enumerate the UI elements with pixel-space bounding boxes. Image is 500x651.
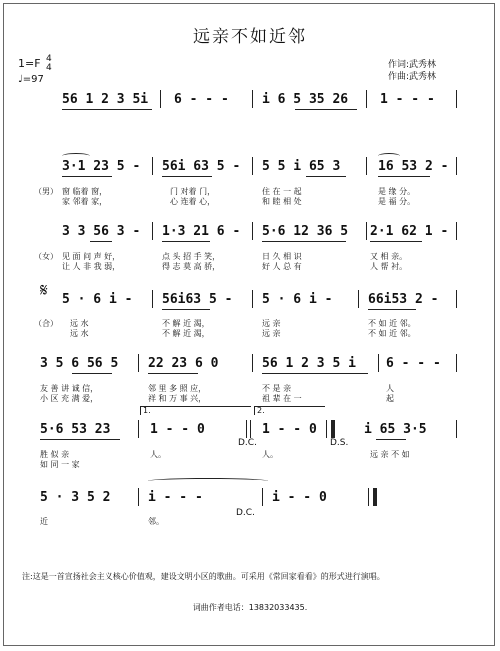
- repeat-sign-icon: 𝄋: [40, 280, 48, 301]
- lyric-5-0-2: 人。: [150, 450, 166, 459]
- tempo-marking: [18, 74, 44, 85]
- lyric-4-0-1: 友 善 讲 诚 信，: [40, 384, 99, 393]
- barline: [252, 290, 253, 308]
- first-ending-label: 1.: [143, 406, 151, 415]
- lyric-2-1-4: 人 帮 衬。: [370, 262, 408, 271]
- lyric-3-0-3: 远 亲: [262, 319, 281, 328]
- lyric-2-0-1: 见 面 问 声 好，: [62, 252, 121, 261]
- lyric-4-1-3: 祖 辈 在 一: [262, 394, 302, 403]
- beam-underline: [162, 176, 212, 177]
- lyric-3-0-0: （合）: [34, 319, 58, 328]
- lyric-3-1-3: 远 亲: [262, 329, 281, 338]
- barline: [456, 157, 457, 175]
- second-ending-bracket: [254, 406, 325, 415]
- beam-underline: [72, 373, 112, 374]
- barline: [456, 222, 457, 240]
- beam-underline: [262, 241, 346, 242]
- measure-1-3: 16 53 2 -: [378, 159, 449, 174]
- lyric-2-1-2: 得 志 莫 高 骄，: [162, 262, 221, 271]
- measure-2-3: 2·1 62 1 -: [370, 224, 449, 239]
- song-title: 远亲不如近邻: [193, 27, 307, 47]
- measure-3-1: 56i63 5 -: [162, 292, 233, 307]
- barline: [138, 354, 139, 372]
- lyric-4-0-4: 人: [386, 384, 394, 393]
- beam-underline: [378, 176, 430, 177]
- barline: [366, 157, 367, 175]
- beam-underline: [62, 109, 152, 110]
- beam-underline: [162, 309, 210, 310]
- lyric-2-0-2: 点 头 招 手 笑，: [162, 252, 221, 261]
- measure-5-1: 1 - - 0: [150, 422, 205, 437]
- measure-2-0: 3 3 56 3 -: [62, 224, 141, 239]
- barline: [152, 157, 153, 175]
- barline: [368, 488, 369, 506]
- lyric-2-0-0: （女）: [34, 252, 58, 261]
- barline: [152, 222, 153, 240]
- lyric-4-0-3: 不 是 亲: [262, 384, 292, 393]
- lyric-2-0-4: 又 相 亲。: [370, 252, 408, 261]
- measure-3-2: 5 · 6 i -: [262, 292, 333, 307]
- beam-underline: [262, 373, 368, 374]
- measure-0-3: 1 - - -: [380, 92, 435, 107]
- lyric-1-1-4: 是 福 分。: [378, 197, 416, 206]
- lyric-3-1-2: 不 解 近 渴，: [162, 329, 210, 338]
- measure-1-0: 3·1 23 5 -: [62, 159, 141, 174]
- lyric-1-1-2: 心 连着 心，: [170, 197, 216, 206]
- measure-4-2: 56 1 2 3 5 i: [262, 356, 356, 371]
- measure-5-3: i 65 3·5: [364, 422, 427, 437]
- measure-3-0: 5 · 6 i -: [62, 292, 133, 307]
- barline: [138, 420, 139, 438]
- beam-underline: [368, 309, 416, 310]
- measure-1-1: 56i 63 5 -: [162, 159, 241, 174]
- lyric-5-1-1: 如 同 一 家: [40, 460, 80, 469]
- lyric-1-1-3: 和 睦 相 处: [262, 197, 302, 206]
- time-bottom: 4: [46, 63, 52, 73]
- lyric-5-0-3: 人。: [262, 450, 278, 459]
- beam-underline: [90, 241, 112, 242]
- measure-0-2: i 6 5 35 26: [262, 92, 349, 107]
- barline: [252, 354, 253, 372]
- barline: [366, 90, 367, 108]
- barline: [252, 157, 253, 175]
- beam-underline: [40, 439, 120, 440]
- barline: [358, 290, 359, 308]
- barline: [252, 90, 253, 108]
- lyric-3-1-4: 不 如 近 邻。: [368, 329, 416, 338]
- footnote: 注:这是一首宣扬社会主义核心价值观，建设文明小区的歌曲。可采用《常回家看看》的形式进行演唱。: [22, 572, 385, 581]
- lyric-3-0-2: 不 解 近 渴，: [162, 319, 210, 328]
- measure-2-1: 1·3 21 6 -: [162, 224, 241, 239]
- barline: [262, 488, 263, 506]
- beam-underline: [376, 439, 406, 440]
- time-top: 4: [46, 54, 52, 64]
- barline: [246, 420, 247, 438]
- measure-6-1: i - - -: [148, 490, 203, 505]
- quarter-note-icon: ♩: [18, 74, 23, 85]
- barline: [456, 90, 457, 108]
- second-ending-label: 2.: [257, 406, 265, 415]
- beam-underline: [162, 241, 210, 242]
- lyric-1-0-0: （男）: [34, 187, 58, 196]
- measure-3-3: 66i53 2 -: [368, 292, 439, 307]
- barline: [152, 290, 153, 308]
- lyric-1-0-2: 门 对着 门，: [170, 187, 216, 196]
- lyric-3-1-1: 远 水: [70, 329, 89, 338]
- lyric-4-1-4: 起: [386, 394, 394, 403]
- lyric-3-0-4: 不 如 近 邻。: [368, 319, 416, 328]
- dc-mark: D.C.: [238, 438, 257, 448]
- lyric-4-1-1: 小 区 充 满 爱，: [40, 394, 99, 403]
- measure-0-0: 56 1 2 3 5i: [62, 92, 149, 107]
- tempo-value: =97: [22, 74, 44, 85]
- lyricist: 作词:武秀林: [388, 60, 437, 70]
- barline: [456, 420, 457, 438]
- barline: [326, 420, 327, 438]
- dc-mark-end: D.C.: [236, 508, 255, 518]
- lyric-1-0-4: 是 缘 分。: [378, 187, 416, 196]
- barline: [138, 488, 139, 506]
- lyric-1-0-3: 住 在 一 起: [262, 187, 302, 196]
- lyric-3-0-1: 远 水: [70, 319, 89, 328]
- lyric-2-1-3: 好 人 总 有: [262, 262, 302, 271]
- contact-line: 词曲作者电话：13832033435.: [192, 603, 308, 612]
- measure-5-0: 5·6 53 23: [40, 422, 111, 437]
- first-ending-bracket: [140, 406, 251, 415]
- lyric-6-0-2: 邻。: [148, 517, 164, 526]
- measure-4-3: 6 - - -: [386, 356, 441, 371]
- lyric-1-1-1: 家 邻着 家，: [62, 197, 108, 206]
- key-label: 1=F: [18, 57, 41, 70]
- barline: [366, 222, 367, 240]
- barline: [456, 290, 457, 308]
- lyric-2-0-3: 日 久 相 识: [262, 252, 302, 261]
- beam-underline: [148, 373, 198, 374]
- lyric-6-0-1: 近: [40, 517, 48, 526]
- barline: [378, 354, 379, 372]
- lyric-1-0-1: 窗 临着 窗，: [62, 187, 108, 196]
- final-barline: [331, 420, 335, 438]
- lyric-5-0-4: 远 亲 不 如: [370, 450, 410, 459]
- barline: [252, 222, 253, 240]
- barline: [160, 90, 161, 108]
- composer: 作曲:武秀林: [388, 72, 437, 82]
- ds-mark: D.S.: [330, 438, 349, 448]
- measure-6-2: i - - 0: [272, 490, 327, 505]
- measure-6-0: 5 · 3 5 2: [40, 490, 111, 505]
- tie: [148, 478, 268, 484]
- beam-underline: [62, 176, 112, 177]
- measure-5-2: 1 - - 0: [262, 422, 317, 437]
- lyric-2-1-1: 让 人 非 我 弱，: [62, 262, 121, 271]
- measure-2-2: 5·6 12 36 5: [262, 224, 349, 239]
- measure-0-1: 6 - - -: [174, 92, 229, 107]
- beam-underline: [295, 109, 357, 110]
- beam-underline: [370, 241, 422, 242]
- key-signature: [18, 55, 52, 73]
- measure-4-1: 22 23 6 0: [148, 356, 219, 371]
- measure-4-0: 3 5 6 56 5: [40, 356, 119, 371]
- barline: [250, 420, 251, 438]
- final-barline: [373, 488, 377, 506]
- beam-underline: [306, 176, 346, 177]
- barline: [456, 354, 457, 372]
- measure-1-2: 5 5 i 65 3: [262, 159, 341, 174]
- lyric-5-0-1: 胜 似 亲: [40, 450, 70, 459]
- lyric-4-1-2: 祥 和 万 事 兴，: [148, 394, 207, 403]
- lyric-4-0-2: 邻 里 多 照 应，: [148, 384, 207, 393]
